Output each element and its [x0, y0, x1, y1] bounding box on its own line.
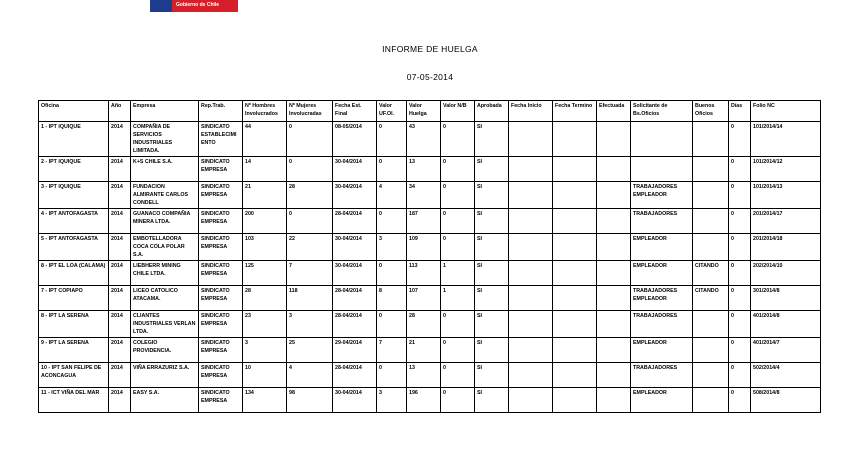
- table-cell: CITANDO: [693, 261, 729, 286]
- strike-report-table: [38, 100, 821, 413]
- table-cell: K+S CHILE S.A.: [131, 157, 199, 182]
- table-cell: 109: [407, 234, 441, 261]
- table-cell: 113: [407, 261, 441, 286]
- table-cell: EMPLEADOR: [631, 338, 693, 363]
- table-cell: 2014: [109, 209, 131, 234]
- table-cell: SI: [475, 363, 509, 388]
- table-cell: SI: [475, 234, 509, 261]
- table-cell: SI: [475, 388, 509, 413]
- table-cell: SI: [475, 182, 509, 209]
- table-cell: 0: [441, 157, 475, 182]
- report-date: 07-05-2014: [406, 72, 454, 82]
- table-cell: EMPLEADOR: [631, 388, 693, 413]
- table-cell: SINDICATO EMPRESA: [199, 388, 243, 413]
- table-cell: 301/2014/8: [751, 286, 821, 311]
- table-cell: [597, 338, 631, 363]
- logo-text: Gobierno de Chile: [176, 2, 220, 8]
- table-cell: 0: [441, 182, 475, 209]
- table-cell: 2014: [109, 122, 131, 157]
- table-body: [39, 122, 821, 413]
- column-header: Fecha Termino: [553, 101, 597, 122]
- table-cell: SINDICATO EMPRESA: [199, 234, 243, 261]
- table-cell: 0: [377, 122, 407, 157]
- table-cell: SI: [475, 261, 509, 286]
- table-cell: 200: [243, 209, 287, 234]
- table-cell: 30-04/2014: [333, 234, 377, 261]
- column-header: Buenos Oficios: [693, 101, 729, 122]
- table-cell: 0: [441, 122, 475, 157]
- table-cell: 0: [441, 363, 475, 388]
- table-cell: 0: [729, 234, 751, 261]
- table-cell: 2014: [109, 338, 131, 363]
- table-cell: 9 - IPT LA SERENA: [39, 338, 109, 363]
- table-cell: [553, 122, 597, 157]
- table-cell: [509, 388, 553, 413]
- table-cell: 0: [377, 261, 407, 286]
- table-cell: [597, 311, 631, 338]
- table-cell: 187: [407, 209, 441, 234]
- table-cell: 34: [407, 182, 441, 209]
- table-cell: 202/2014/10: [751, 261, 821, 286]
- table-cell: 0: [729, 363, 751, 388]
- table-cell: 0: [377, 209, 407, 234]
- table-cell: 196: [407, 388, 441, 413]
- table-cell: [693, 388, 729, 413]
- logo-blue-block: [150, 0, 172, 12]
- table-cell: 7: [377, 338, 407, 363]
- column-header: Solicitante de Bs.Oficios: [631, 101, 693, 122]
- table-cell: 0: [287, 157, 333, 182]
- column-header: Empresa: [131, 101, 199, 122]
- table-cell: VIÑA ERRAZURIZ S.A.: [131, 363, 199, 388]
- table-row: [39, 311, 821, 338]
- table-cell: 28: [243, 286, 287, 311]
- table-cell: [509, 234, 553, 261]
- table-cell: 0: [287, 209, 333, 234]
- table-cell: 1: [441, 286, 475, 311]
- table-cell: [597, 209, 631, 234]
- table-cell: 2014: [109, 286, 131, 311]
- table-cell: 401/2014/8: [751, 311, 821, 338]
- table-cell: 401/2014/7: [751, 338, 821, 363]
- table-cell: 3: [377, 388, 407, 413]
- table-cell: 508/2014/8: [751, 388, 821, 413]
- table-cell: [631, 122, 693, 157]
- table-row: [39, 122, 821, 157]
- table-cell: 2014: [109, 363, 131, 388]
- column-header: Rep.Trab.: [199, 101, 243, 122]
- table-row: [39, 157, 821, 182]
- table-cell: [553, 286, 597, 311]
- table-cell: [597, 261, 631, 286]
- table-cell: 28-04/2014: [333, 363, 377, 388]
- gobierno-logo: [150, 0, 238, 12]
- table-cell: [553, 261, 597, 286]
- table-cell: SI: [475, 157, 509, 182]
- table-cell: 5 - IPT ANTOFAGASTA: [39, 234, 109, 261]
- column-header: Días: [729, 101, 751, 122]
- table-cell: CITANDO: [693, 286, 729, 311]
- table-cell: 125: [243, 261, 287, 286]
- table-cell: 8 - IPT EL LOA (CALAMA): [39, 261, 109, 286]
- table-cell: 2014: [109, 261, 131, 286]
- table-cell: 8: [377, 286, 407, 311]
- table-cell: 2 - IPT IQUIQUE: [39, 157, 109, 182]
- table-cell: [509, 363, 553, 388]
- table-cell: [553, 311, 597, 338]
- table-cell: 8 - IPT LA SERENA: [39, 311, 109, 338]
- table-cell: 0: [729, 388, 751, 413]
- table-cell: [509, 182, 553, 209]
- table-cell: 3 - IPT IQUIQUE: [39, 182, 109, 209]
- table-cell: 28-04/2014: [333, 311, 377, 338]
- report-title: INFORME DE HUELGA: [382, 44, 478, 54]
- table-cell: 0: [729, 261, 751, 286]
- table-cell: 22: [287, 234, 333, 261]
- table-cell: 1: [441, 261, 475, 286]
- table-cell: SINDICATO EMPRESA: [199, 311, 243, 338]
- table-cell: 502/2014/4: [751, 363, 821, 388]
- table-cell: 0: [729, 338, 751, 363]
- table-cell: LICEO CATOLICO ATACAMA.: [131, 286, 199, 311]
- table-cell: 28-04/2014: [333, 209, 377, 234]
- table-cell: GUANACO COMPAÑIA MINERA LTDA.: [131, 209, 199, 234]
- table-cell: 0: [729, 182, 751, 209]
- table-row: [39, 261, 821, 286]
- table-cell: 0: [441, 311, 475, 338]
- table-cell: 0: [729, 209, 751, 234]
- table-cell: SINDICATO EMPRESA: [199, 286, 243, 311]
- table-cell: 10: [243, 363, 287, 388]
- table-cell: 28: [407, 311, 441, 338]
- table-cell: 3: [377, 234, 407, 261]
- table-cell: 4: [287, 363, 333, 388]
- table-cell: 2014: [109, 157, 131, 182]
- table-cell: 101/2014/14: [751, 122, 821, 157]
- table-cell: 103: [243, 234, 287, 261]
- table-row: [39, 338, 821, 363]
- table-cell: [693, 234, 729, 261]
- table-cell: 134: [243, 388, 287, 413]
- column-header: Folio NC: [751, 101, 821, 122]
- table-cell: [509, 338, 553, 363]
- table-cell: [553, 363, 597, 388]
- table-cell: [553, 182, 597, 209]
- table-cell: 30-04/2014: [333, 388, 377, 413]
- table-row: [39, 388, 821, 413]
- table-cell: [693, 311, 729, 338]
- table-cell: 0: [729, 311, 751, 338]
- table-cell: TRABAJADORES: [631, 311, 693, 338]
- column-header: Fecha Est. Final: [333, 101, 377, 122]
- table-cell: [553, 209, 597, 234]
- table-cell: 0: [729, 157, 751, 182]
- table-cell: 10 - IPT SAN FELIPE DE ACONCAGUA: [39, 363, 109, 388]
- table-row: [39, 286, 821, 311]
- table-cell: [597, 388, 631, 413]
- table-cell: 44: [243, 122, 287, 157]
- table-row: [39, 182, 821, 209]
- table-cell: SINDICATO EMPRESA: [199, 182, 243, 209]
- table-cell: 2014: [109, 311, 131, 338]
- table-cell: SI: [475, 122, 509, 157]
- table-cell: [597, 363, 631, 388]
- table-cell: 201/2014/18: [751, 234, 821, 261]
- table-cell: [693, 363, 729, 388]
- table-cell: [509, 311, 553, 338]
- table-cell: 13: [407, 157, 441, 182]
- table-cell: EMPLEADOR: [631, 234, 693, 261]
- table-cell: COMPAÑIA DE SERVICIOS INDUSTRIALES LIMITADA.: [131, 122, 199, 157]
- table-cell: 30-04/2014: [333, 182, 377, 209]
- table-cell: 101/2014/12: [751, 157, 821, 182]
- table-cell: COLEGIO PROVIDENCIA.: [131, 338, 199, 363]
- table-cell: 2014: [109, 388, 131, 413]
- table-cell: SINDICATO ESTABLECIMIENTO: [199, 122, 243, 157]
- table-cell: TRABAJADORES: [631, 209, 693, 234]
- table-cell: SI: [475, 338, 509, 363]
- table-cell: FUNDACION ALMIRANTE CARLOS CONDELL: [131, 182, 199, 209]
- column-header: Nº Hombres Involucrados: [243, 101, 287, 122]
- table-cell: TRABAJADORES EMPLEADOR: [631, 286, 693, 311]
- column-header: Aprobada: [475, 101, 509, 122]
- table-cell: 11 - ICT VIÑA DEL MAR: [39, 388, 109, 413]
- table-cell: EASY S.A.: [131, 388, 199, 413]
- table-cell: 23: [243, 311, 287, 338]
- table-cell: SINDICATO EMPRESA: [199, 363, 243, 388]
- table-cell: 0: [441, 234, 475, 261]
- table-cell: 7 - IPT COPIAPO: [39, 286, 109, 311]
- table-cell: [553, 388, 597, 413]
- table-cell: 0: [441, 338, 475, 363]
- table-cell: 2014: [109, 234, 131, 261]
- table-cell: 3: [287, 311, 333, 338]
- table-cell: SI: [475, 209, 509, 234]
- table-header-row: [39, 101, 821, 122]
- table-cell: 14: [243, 157, 287, 182]
- table-cell: 3: [243, 338, 287, 363]
- table-cell: TRABAJADORES EMPLEADOR: [631, 182, 693, 209]
- table-cell: [597, 157, 631, 182]
- table-cell: [693, 209, 729, 234]
- table-cell: 4: [377, 182, 407, 209]
- table-cell: 4 - IPT ANTOFAGASTA: [39, 209, 109, 234]
- column-header: Valor Huelga: [407, 101, 441, 122]
- table-cell: 0: [441, 209, 475, 234]
- table-cell: [693, 122, 729, 157]
- table-cell: 0: [729, 286, 751, 311]
- table-cell: SI: [475, 311, 509, 338]
- column-header: Nº Mujeres Involucradas: [287, 101, 333, 122]
- table-row: [39, 363, 821, 388]
- column-header: Año: [109, 101, 131, 122]
- table-cell: EMPLEADOR: [631, 261, 693, 286]
- table-cell: [597, 122, 631, 157]
- table-cell: [553, 157, 597, 182]
- table-cell: 1 - IPT IQUIQUE: [39, 122, 109, 157]
- table-cell: 201/2014/17: [751, 209, 821, 234]
- table-cell: SINDICATO EMPRESA: [199, 338, 243, 363]
- table-cell: SINDICATO EMPRESA: [199, 261, 243, 286]
- table-cell: [597, 182, 631, 209]
- table-cell: 08-05/2014: [333, 122, 377, 157]
- table-cell: [631, 157, 693, 182]
- table-cell: 30-04/2014: [333, 157, 377, 182]
- table-cell: 28: [287, 182, 333, 209]
- table-cell: 0: [377, 157, 407, 182]
- table-cell: 25: [287, 338, 333, 363]
- table-cell: 0: [729, 122, 751, 157]
- table-cell: 30-04/2014: [333, 261, 377, 286]
- table-cell: 118: [287, 286, 333, 311]
- table-cell: EMBOTELLADORA COCA COLA POLAR S.A.: [131, 234, 199, 261]
- table-cell: SINDICATO EMPRESA: [199, 209, 243, 234]
- table-cell: 43: [407, 122, 441, 157]
- table-row: [39, 234, 821, 261]
- table-cell: [597, 286, 631, 311]
- table-cell: [553, 338, 597, 363]
- table-cell: [693, 157, 729, 182]
- table-cell: 13: [407, 363, 441, 388]
- table-cell: [509, 261, 553, 286]
- table-cell: [597, 234, 631, 261]
- table-cell: LIEBHERR MINING CHILE LTDA.: [131, 261, 199, 286]
- table-cell: [509, 157, 553, 182]
- table-cell: 0: [377, 363, 407, 388]
- table-cell: SI: [475, 286, 509, 311]
- table-cell: 28-04/2014: [333, 286, 377, 311]
- table-cell: [509, 286, 553, 311]
- column-header: Valor UF.Ol.: [377, 101, 407, 122]
- table-cell: SINDICATO EMPRESA: [199, 157, 243, 182]
- table-cell: 21: [407, 338, 441, 363]
- column-header: Valor N/B: [441, 101, 475, 122]
- table-cell: 0: [377, 311, 407, 338]
- table-cell: [509, 122, 553, 157]
- table-cell: TRABAJADORES: [631, 363, 693, 388]
- table-cell: 21: [243, 182, 287, 209]
- table-cell: 29-04/2014: [333, 338, 377, 363]
- table-cell: 0: [441, 388, 475, 413]
- column-header: Oficina: [39, 101, 109, 122]
- table-cell: [693, 338, 729, 363]
- table-cell: 2014: [109, 182, 131, 209]
- table-cell: 0: [287, 122, 333, 157]
- table-cell: [693, 182, 729, 209]
- table-cell: 107: [407, 286, 441, 311]
- table-cell: 101/2014/13: [751, 182, 821, 209]
- column-header: Efectuada: [597, 101, 631, 122]
- table-cell: CLIANTES INDUSTRIALES VERLAN LTDA.: [131, 311, 199, 338]
- column-header: Fecha Inicio: [509, 101, 553, 122]
- table-cell: [553, 234, 597, 261]
- table-cell: [509, 209, 553, 234]
- table-cell: 7: [287, 261, 333, 286]
- table-cell: 98: [287, 388, 333, 413]
- table-row: [39, 209, 821, 234]
